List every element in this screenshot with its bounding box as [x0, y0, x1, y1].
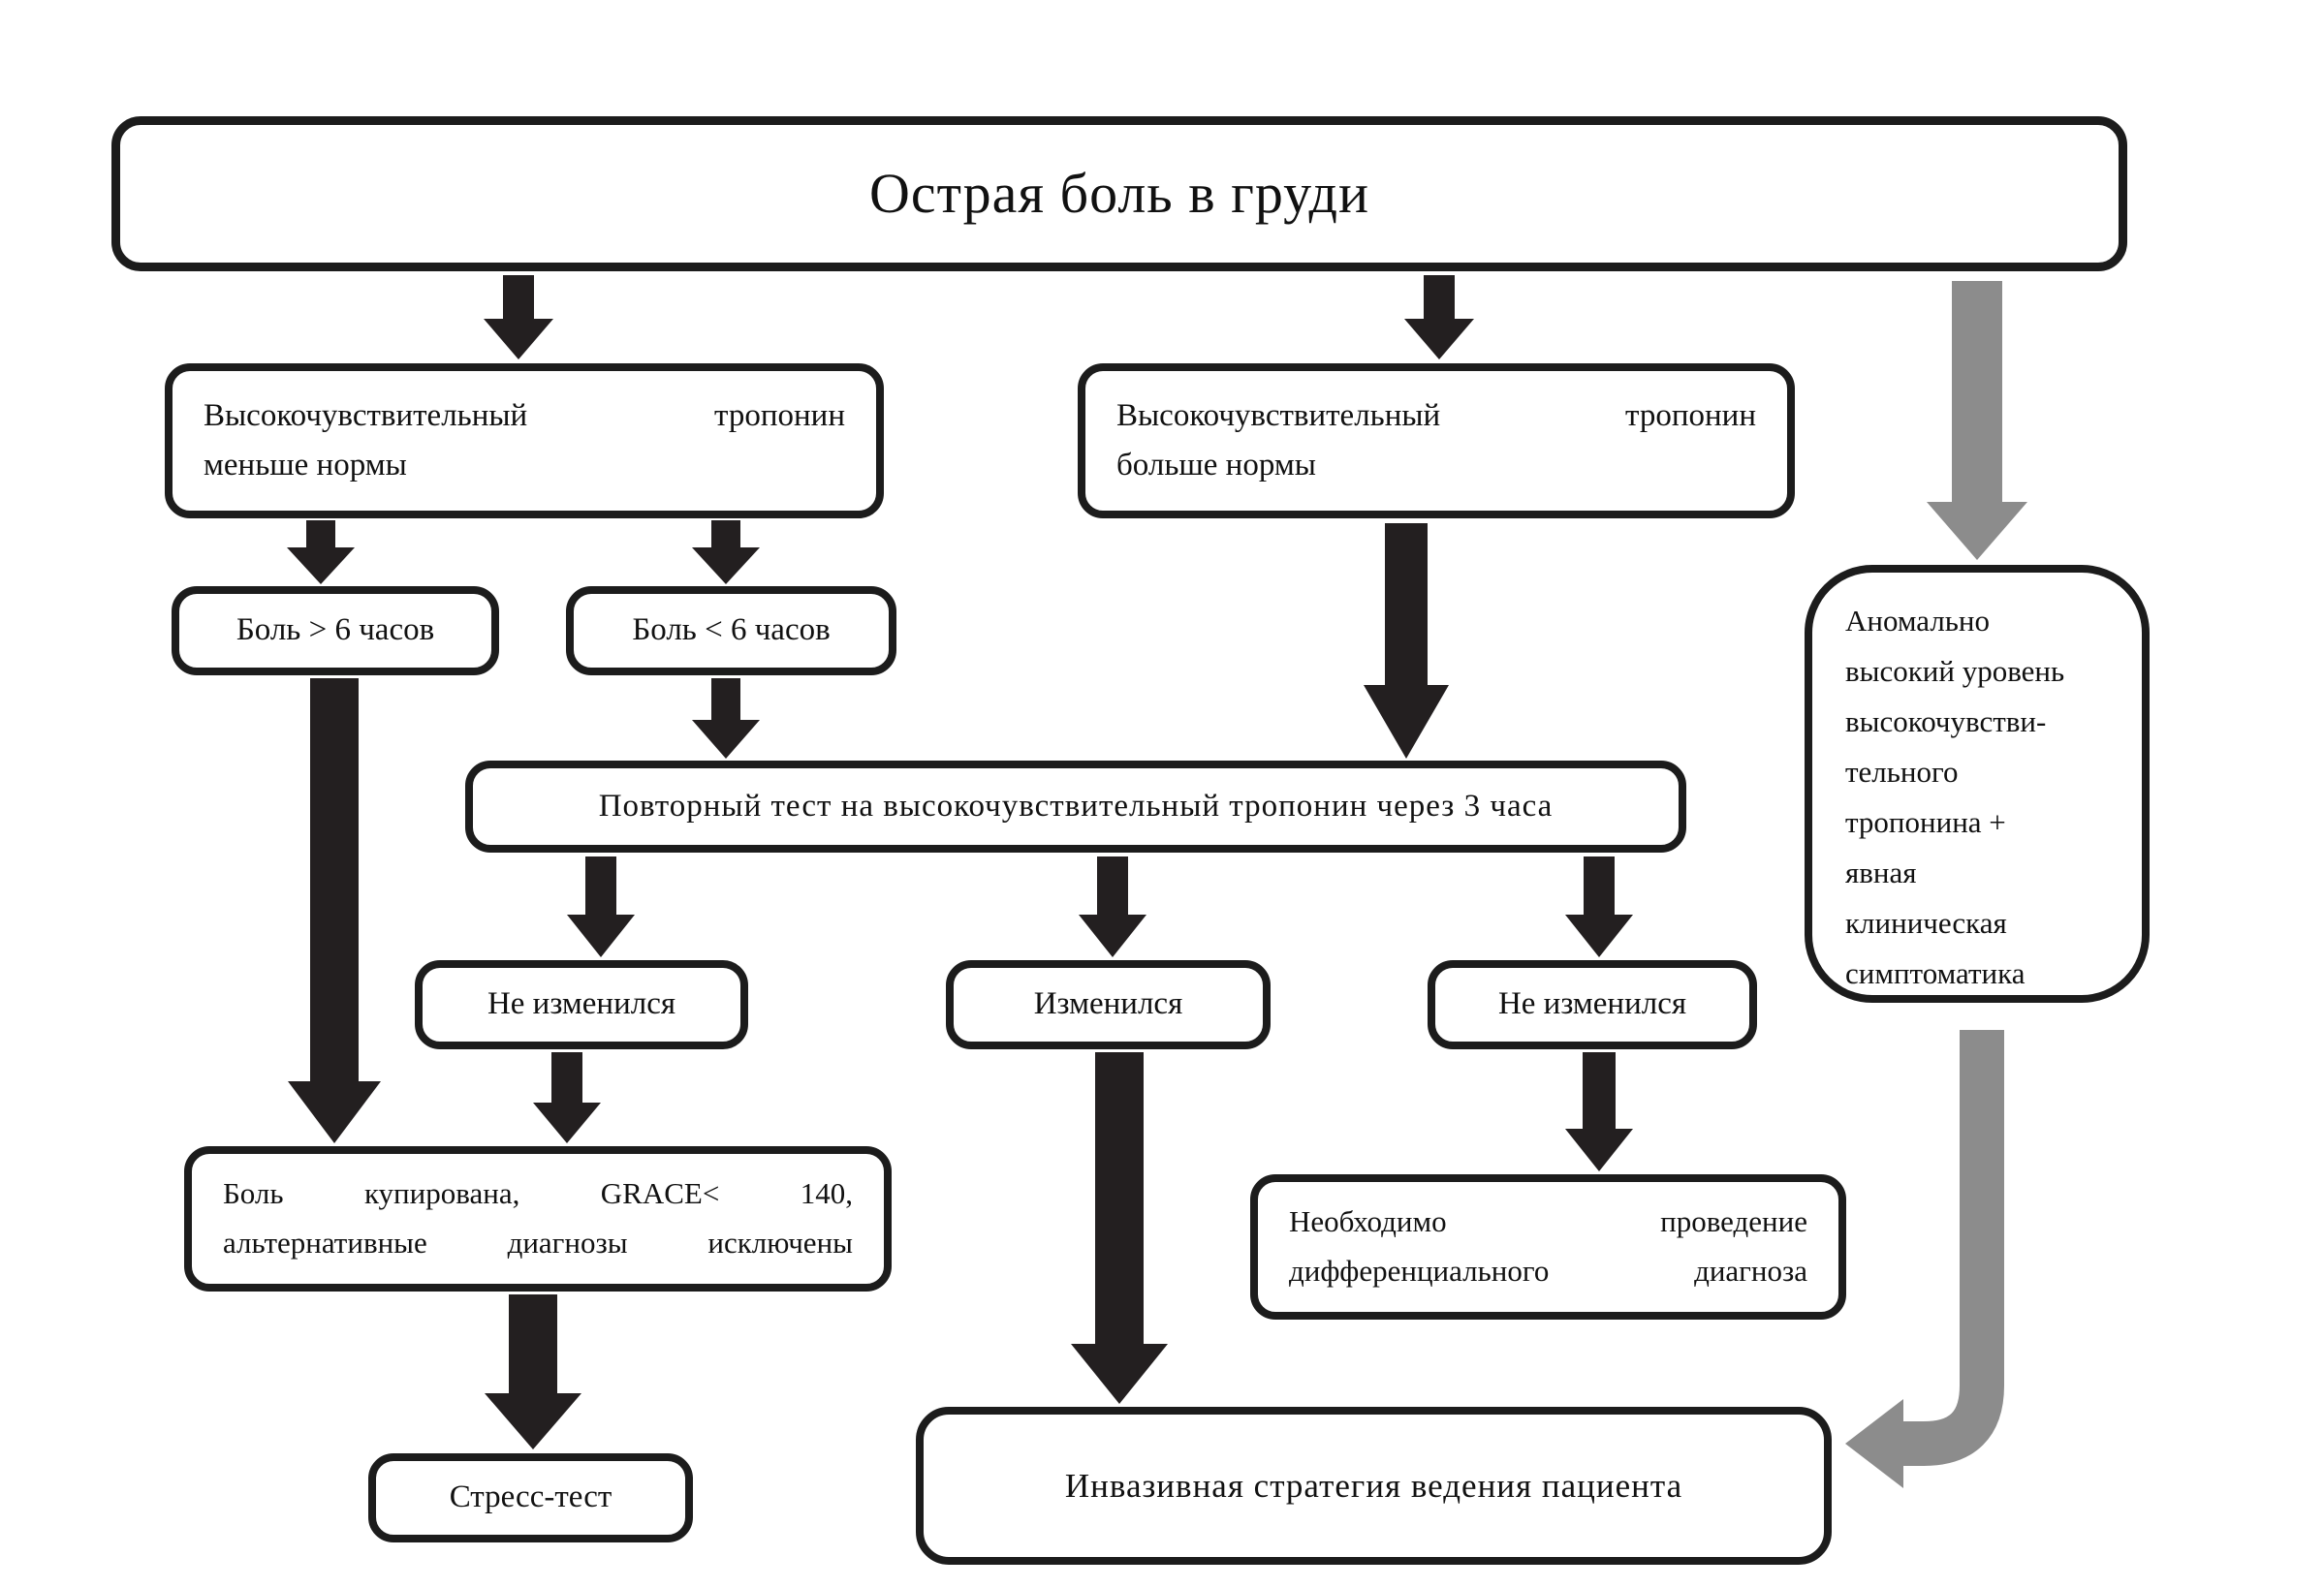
node-label: Повторный тест на высокочувствительный тропонин через 3 часа	[598, 788, 1554, 824]
node-label: дифференциального	[1289, 1254, 1550, 1288]
node-label: высокий уровень	[1845, 654, 2065, 688]
node-pain-over-6h	[172, 586, 499, 675]
node-label: Не изменился	[1497, 986, 1687, 1022]
node-abnormal-troponin-level	[1805, 565, 2150, 1003]
node-label: Боль	[223, 1176, 284, 1211]
arrow-resolved-to-stress	[485, 1294, 581, 1449]
arrow-changed-to-invasive	[1071, 1052, 1168, 1404]
node-label: проведение	[1660, 1204, 1807, 1239]
node-label: альтернативные	[223, 1226, 427, 1260]
node-label: исключены	[707, 1226, 853, 1260]
node-troponin-below-normal	[165, 363, 884, 518]
node-stress-test	[368, 1453, 693, 1542]
node-changed	[946, 960, 1271, 1049]
arrow-low-to-lt6	[692, 520, 760, 584]
node-acute-chest-pain	[111, 116, 2127, 271]
node-label: Боль > 6 часов	[236, 612, 435, 648]
node-label: Острая боль в груди	[868, 161, 1370, 225]
node-label: тропонина +	[1845, 805, 2006, 839]
arrow-title-to-high	[1404, 275, 1474, 359]
node-label: Изменился	[1033, 986, 1183, 1022]
node-troponin-above-normal	[1078, 363, 1795, 518]
node-label: GRACE<	[600, 1176, 720, 1211]
arrow-repeat-to-changed	[1079, 856, 1146, 957]
node-label: купирована,	[363, 1176, 520, 1211]
node-label: симптоматика	[1845, 956, 2026, 990]
node-label: явная	[1845, 856, 1917, 889]
node-label: Необходимо	[1289, 1204, 1447, 1239]
node-label: Высокочувствительный	[204, 397, 528, 433]
node-label: Высокочувствительный	[1116, 397, 1441, 433]
node-label: Стресс-тест	[449, 1479, 612, 1515]
arrow-low-to-gt6	[287, 520, 355, 584]
node-label: Инвазивная стратегия ведения пациента	[1064, 1466, 1683, 1505]
node-differential-diagnosis	[1250, 1174, 1846, 1320]
arrow-gt6-to-resolved	[288, 678, 381, 1143]
arrow-high-to-repeat	[1364, 523, 1449, 759]
gray-arrow-title-to-abnormal	[1927, 281, 2027, 560]
node-label: больше нормы	[1116, 448, 1316, 483]
node-unchanged-right	[1428, 960, 1757, 1049]
node-label: Аномально	[1845, 604, 1991, 638]
node-pain-resolved-grace	[184, 1146, 892, 1292]
node-label: Не изменился	[487, 986, 676, 1022]
node-pain-under-6h	[566, 586, 896, 675]
node-label: тельного	[1845, 755, 1959, 789]
node-invasive-strategy	[916, 1407, 1832, 1565]
arrow-unchanged-left-to-resolved	[533, 1052, 601, 1143]
arrow-repeat-to-unchanged-left	[567, 856, 635, 957]
arrow-lt6-to-repeat	[692, 678, 760, 759]
node-label: меньше нормы	[204, 448, 407, 483]
node-label: Боль < 6 часов	[632, 612, 831, 648]
node-label: диагнозы	[507, 1226, 628, 1260]
node-label: тропонин	[714, 397, 845, 433]
node-label: тропонин	[1625, 397, 1756, 433]
node-label: диагноза	[1694, 1254, 1807, 1288]
node-unchanged-left	[415, 960, 748, 1049]
node-label: высокочувстви-	[1845, 704, 2047, 738]
node-repeat-troponin-test	[465, 761, 1686, 853]
node-label: 140,	[800, 1176, 853, 1211]
arrow-unchanged-right-to-differential	[1565, 1052, 1633, 1171]
arrow-repeat-to-unchanged-right	[1565, 856, 1633, 957]
arrow-title-to-low	[484, 275, 553, 359]
node-label: клиническая	[1845, 906, 2007, 940]
